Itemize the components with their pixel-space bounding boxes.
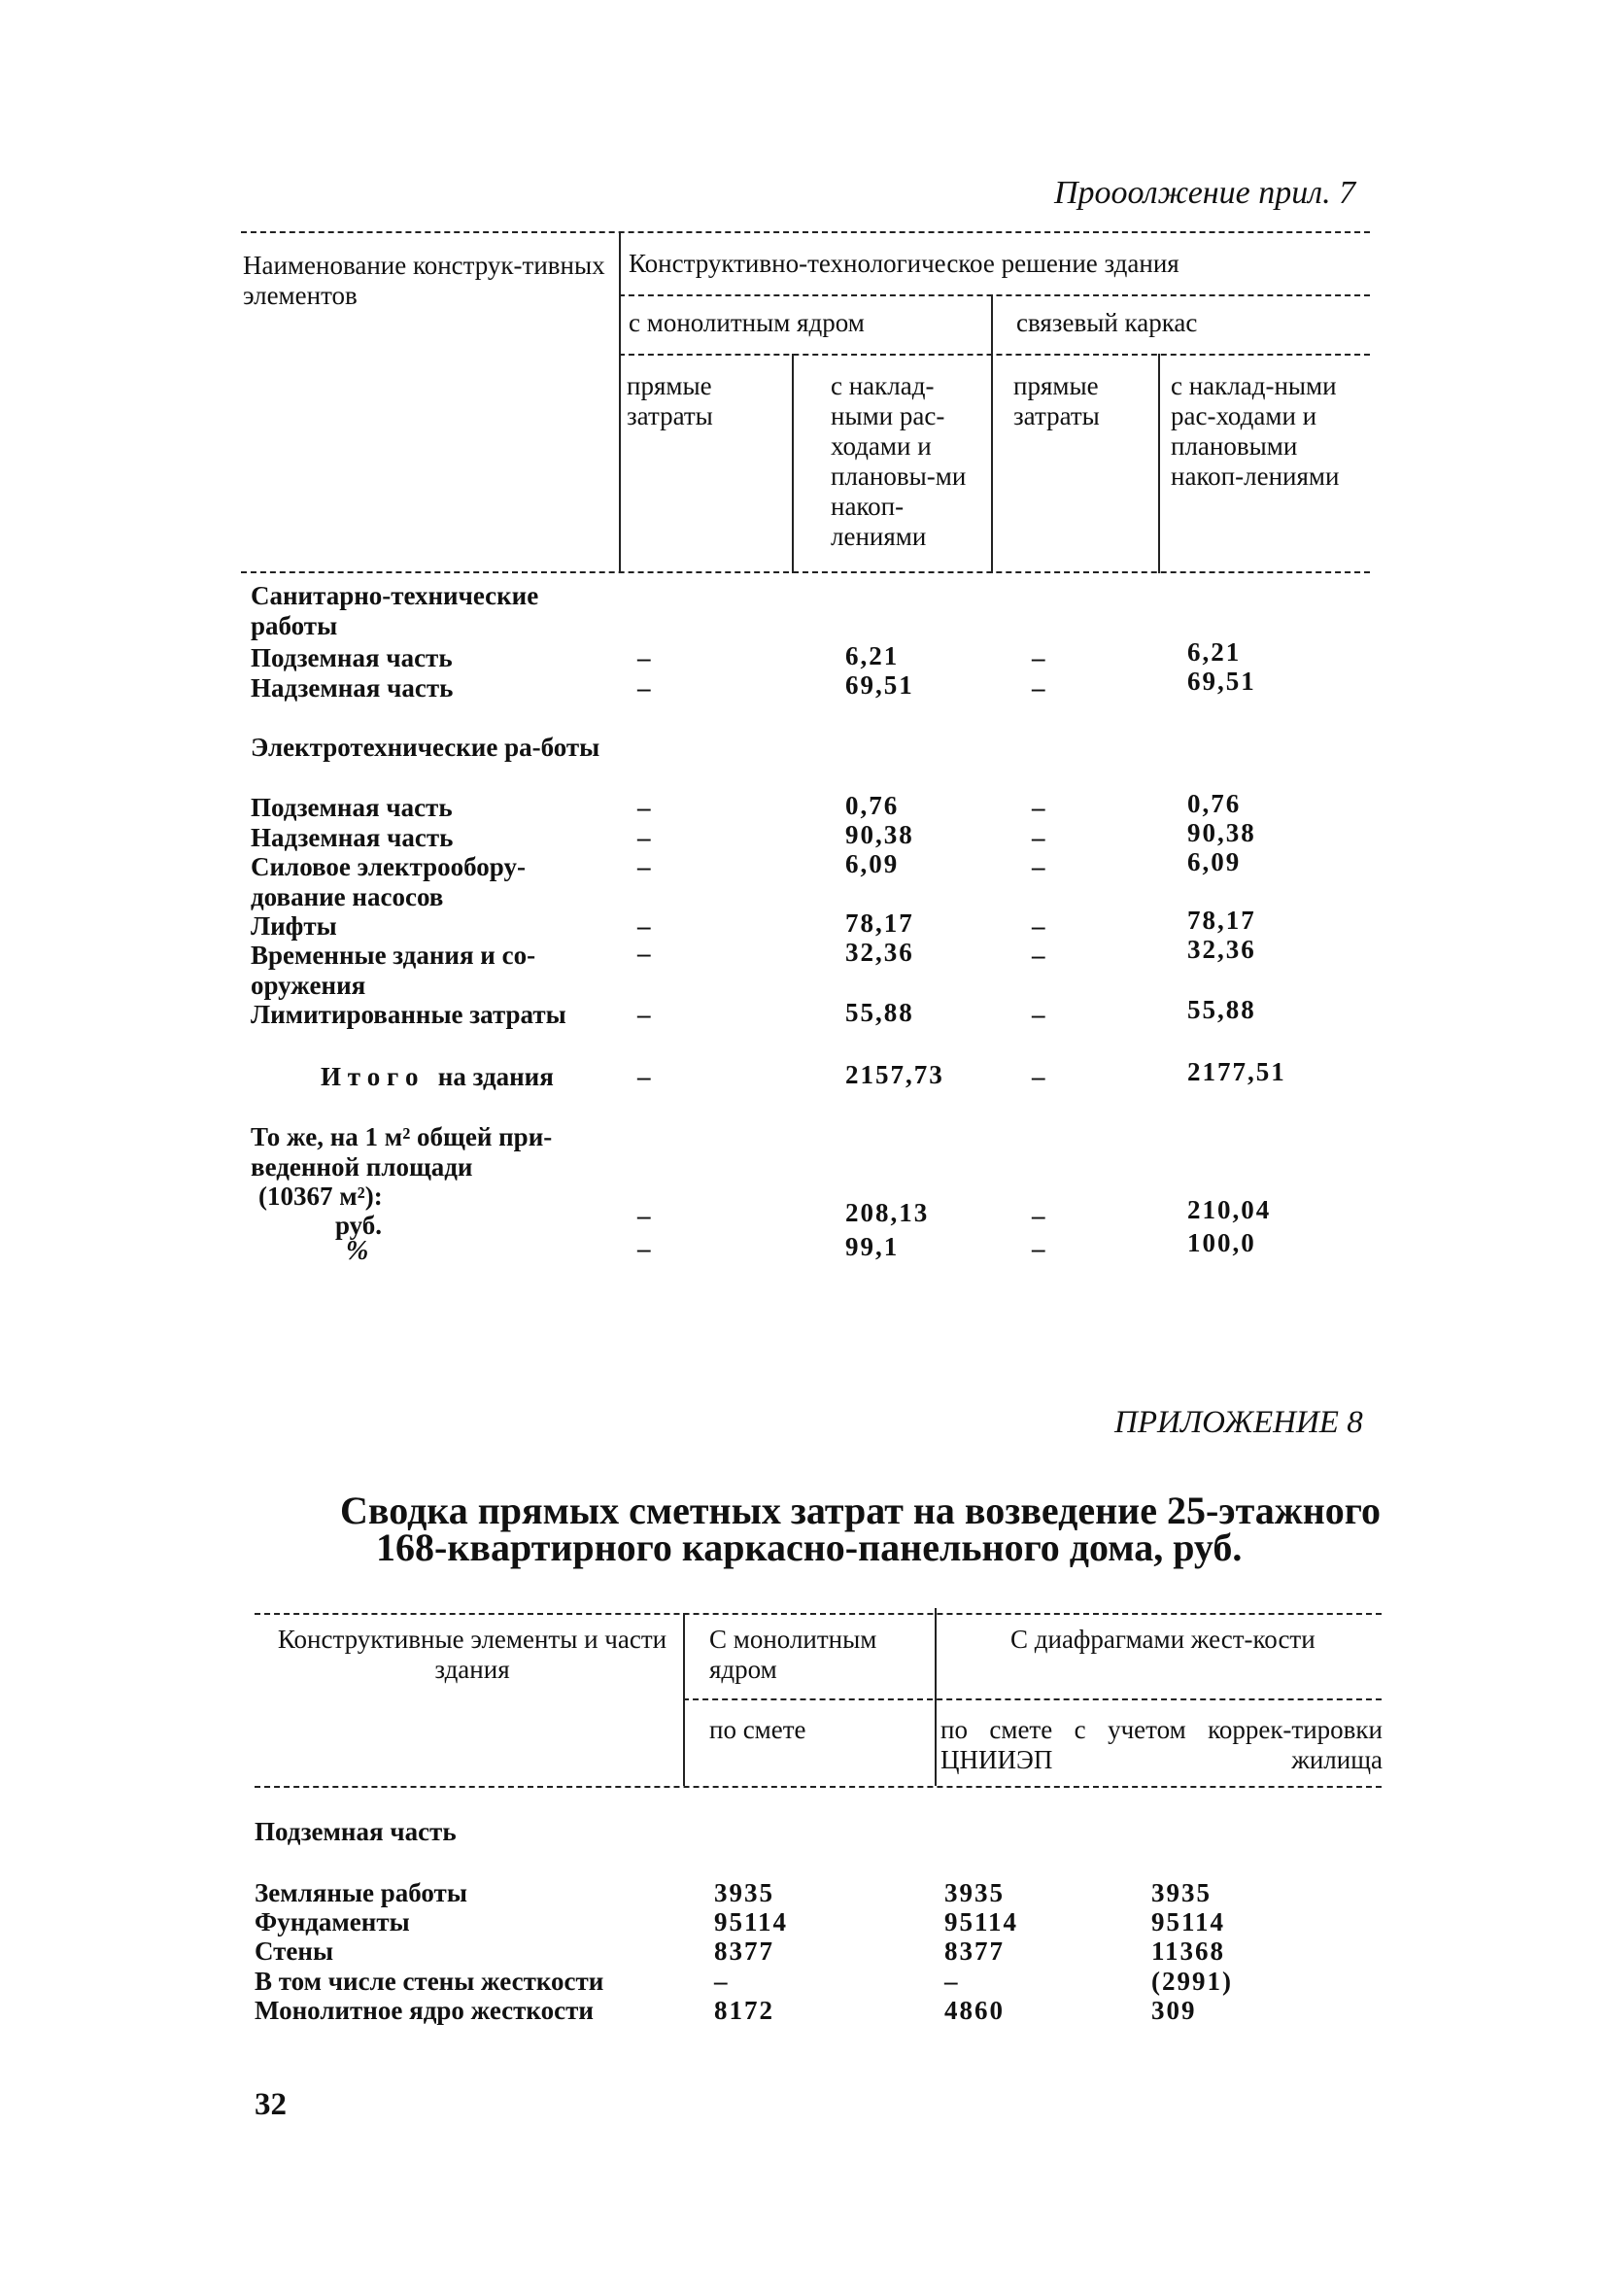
table2-cell: 3935	[714, 1878, 774, 1907]
table1-cell: –	[1032, 643, 1047, 672]
table1-cell: –	[637, 911, 653, 941]
table2-cell: 309	[1151, 1996, 1197, 2025]
table1-row-label: Подземная часть	[251, 793, 453, 822]
table2-col-a-header: С монолитным ядром	[709, 1625, 877, 1684]
table2-row-label: Монолитное ядро жесткости	[255, 1996, 594, 2025]
table2-cell: 95114	[944, 1907, 1019, 1936]
table1-col4-divider	[1158, 354, 1160, 573]
table1-top-rule	[241, 231, 1370, 233]
table1-cell: 6,09	[845, 849, 900, 878]
table2-cell: 4860	[944, 1996, 1005, 2025]
table2-row-label: Стены	[255, 1936, 334, 1966]
table1-rub-label: руб.	[335, 1211, 383, 1240]
table2-divider-2	[935, 1608, 937, 1786]
table2-cell: 11368	[1151, 1936, 1226, 1966]
table2-row-label: Земляные работы	[255, 1878, 467, 1907]
table1-sub-left: с монолитным ядром	[629, 308, 865, 337]
table1-col-group-header: Конструктивно-технологическое решение здания	[629, 249, 1179, 278]
table1-col3-header: прямые затраты	[1013, 371, 1100, 430]
table1-cell: –	[637, 1201, 653, 1230]
table2-cell: 95114	[1151, 1907, 1226, 1936]
appendix-title-line1: Сводка прямых сметных затрат на возведение 25-этажного	[340, 1489, 1381, 1532]
table1-cell: –	[637, 939, 653, 968]
table1-section-title: Электротехнические ра-боты	[251, 733, 600, 762]
appendix-label: ПРИЛОЖЕНИЕ 8	[1114, 1405, 1363, 1440]
table1-cell: –	[637, 1062, 653, 1091]
table1-cell: 99,1	[845, 1232, 900, 1261]
table2-cell: –	[714, 1967, 730, 1996]
table1-cell: –	[637, 793, 653, 822]
table1-row-label: Надземная часть	[251, 823, 454, 852]
table1-per-m2-label-2: веденной площади	[251, 1152, 473, 1182]
table1-sub-right: связевый каркас	[1016, 308, 1198, 337]
table2-row-label: В том числе стены жесткости	[255, 1967, 604, 1996]
table1-cell: 90,38	[1187, 818, 1256, 847]
table1-sub-rule	[619, 354, 1370, 356]
table1-cell: –	[637, 1000, 653, 1029]
table1-cell: 6,09	[1187, 847, 1242, 876]
table1-sub-divider	[991, 294, 993, 573]
table2-col-b-header: С диафрагмами жест-кости	[1010, 1625, 1316, 1654]
table2-sub-a: по смете	[709, 1715, 806, 1744]
table1-col1-header: прямые затраты	[627, 371, 713, 430]
table1-cell: 32,36	[845, 938, 914, 967]
table1-group-rule	[619, 294, 1370, 296]
table1-cell: 2157,73	[845, 1060, 944, 1089]
table1-main-divider	[619, 231, 621, 573]
table2-cell: –	[944, 1967, 960, 1996]
table1-row-label: Надземная часть	[251, 673, 454, 703]
table1-cell: –	[1032, 941, 1047, 970]
table1-cell: –	[1032, 1201, 1047, 1230]
table1-cell: 6,21	[845, 641, 900, 670]
table1-cell: 55,88	[845, 998, 914, 1027]
page-number: 32	[255, 2087, 287, 2122]
table1-cell: 210,04	[1187, 1195, 1272, 1224]
table1-cell: 55,88	[1187, 995, 1256, 1024]
table1-total-label: И т о г о на здания	[321, 1062, 554, 1091]
table1-per-m2-label-3: (10367 м²):	[258, 1182, 383, 1211]
table1-cell: 32,36	[1187, 935, 1256, 964]
table1-cell: 2177,51	[1187, 1057, 1286, 1086]
table1-cell: 0,76	[1187, 789, 1242, 818]
table1-cell: 90,38	[845, 820, 914, 849]
table1-pct-label: %	[346, 1236, 369, 1266]
table1-cell: –	[1032, 793, 1047, 822]
table1-cell: –	[637, 852, 653, 881]
table2-cell: 3935	[944, 1878, 1005, 1907]
table1-row-label: Лимитированные затраты	[251, 1000, 566, 1029]
table1-cell: –	[1032, 1000, 1047, 1029]
table1-cell: 6,21	[1187, 637, 1242, 667]
table1-row-label: Силовое электрообору-дование насосов	[251, 852, 526, 911]
table2-cell: 8172	[714, 1996, 774, 2025]
page-header: Прооолжение прил. 7	[1054, 175, 1356, 211]
table1-cell: –	[637, 1234, 653, 1263]
table2-cell: 3935	[1151, 1878, 1212, 1907]
table1-cell: –	[1032, 1062, 1047, 1091]
table2-cell: 8377	[714, 1936, 774, 1966]
table1-cell: –	[637, 643, 653, 672]
table1-cell: 69,51	[1187, 667, 1256, 696]
table2-col-name-header: Конструктивные элементы и части здания	[277, 1625, 667, 1684]
table1-row-label: Подземная часть	[251, 643, 453, 672]
table2-sub-b: по смете с учетом коррек-тировки ЦНИИЭП жилища	[940, 1715, 1383, 1774]
table1-cell: –	[1032, 1234, 1047, 1263]
table1-section-title: Санитарно-технические работы	[251, 581, 539, 640]
table2-row-label: Фундаменты	[255, 1907, 410, 1936]
table1-cell: –	[637, 673, 653, 703]
table1-cell: 100,0	[1187, 1228, 1256, 1257]
table1-per-m2-label-1: То же, на 1 м² общей при-	[251, 1122, 553, 1151]
table1-col2-divider	[792, 354, 794, 573]
table1-col2-header: с наклад-ными рас-ходами и плановы-ми накоп-лениями	[831, 371, 967, 551]
table1-cell: –	[1032, 852, 1047, 881]
table1-row-label: Лифты	[251, 911, 337, 941]
table2-cell: 95114	[714, 1907, 789, 1936]
table1-cell: –	[1032, 911, 1047, 941]
table1-cell: 78,17	[1187, 906, 1256, 935]
table1-cell: –	[1032, 673, 1047, 703]
table2-header-bottom-rule	[255, 1786, 1382, 1788]
table1-cell: –	[1032, 823, 1047, 852]
table1-cell: 78,17	[845, 908, 914, 938]
table1-col4-header: с наклад-ными рас-ходами и плановыми накоп-лениями	[1171, 371, 1340, 491]
table2-cell: 8377	[944, 1936, 1005, 1966]
table1-cell: 69,51	[845, 670, 914, 700]
table1-cell: 0,76	[845, 791, 900, 820]
table2-sub-rule	[683, 1698, 1382, 1700]
table1-col-name-header: Наименование конструк-тивных элементов	[243, 251, 605, 310]
table1-cell: –	[637, 823, 653, 852]
table1-row-label: Временные здания и со-оружения	[251, 941, 536, 1000]
table1-cell: 208,13	[845, 1198, 930, 1227]
table2-top-rule	[255, 1613, 1382, 1615]
table1-header-bottom-rule	[241, 571, 1370, 573]
appendix-title-line2: 168-квартирного каркасно-панельного дома, руб.	[376, 1525, 1243, 1569]
table2-section-title: Подземная часть	[255, 1817, 457, 1846]
table2-cell: (2991)	[1151, 1967, 1233, 1996]
